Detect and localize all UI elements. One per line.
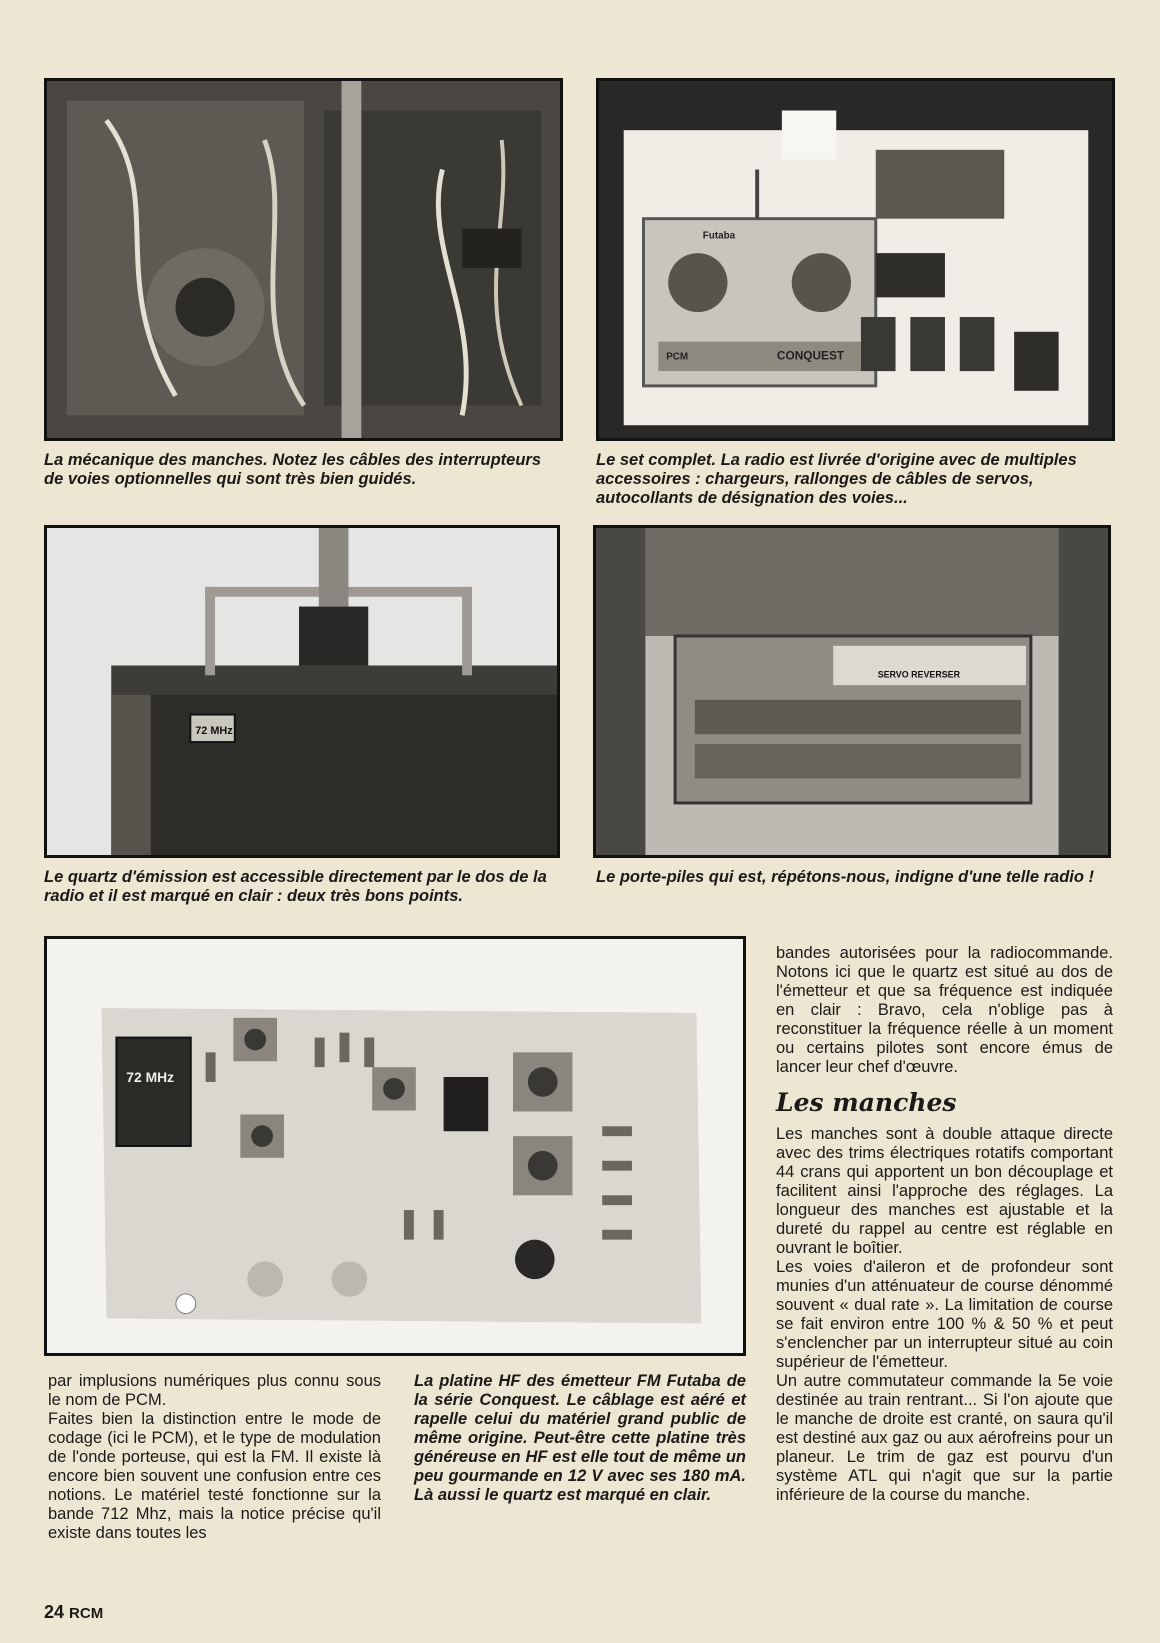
complete-set-photo [596,78,1115,441]
mode-label: PCM [666,351,689,363]
right-paragraph-4: Un autre commutateur commande la 5e voie destinée au train rentrant... Si l'on ajoute que le manche de droite est cranté, on saura qu'il est destiné aux gaz ou aux aérofreins pour un planeur. Le trim de gaz est pourvu d'un système ATL qui n'agit que sur la partie inférieure de la course du manche. [776,1372,1113,1504]
right-paragraph-3: Les voies d'aileron et de profondeur sont munies d'un atténuateur de course dénommé souvent « dual rate ». La limitation de course se fait environ entre 100 % & 50 % et peut s'enclencher par un interrupteur situé au coin supérieur de l'émetteur. [776,1258,1113,1371]
caption-crystal: Le quartz d'émission est accessible directement par le dos de la radio et il est marqué en clair : deux très bons points. [44,868,547,905]
wiring-photo-icon [47,81,560,438]
caption-sticks: La mécanique des manches. Notez les câbles des interrupteurs de voies optionnelles qui sont très bien guidés. [44,451,542,488]
right-paragraph-1: bandes autorisées pour la radiocommande. Notons ici que le quartz est situé au dos de l'émetteur et que sa fréquence est indiquée en clair : Bravo, cela n'oblige pas à reconstituer la fréquence réelle à un moment ou certains pilotes sont encore émus de lancer leur chef d'œuvre. [776,944,1113,1076]
servo-reverser-label: SERVO REVERSER [877,669,961,680]
page-number: 24 [44,1602,65,1622]
section-heading: Les manches [776,1088,957,1117]
board-frequency-label: 72 MHz [126,1068,175,1085]
caption-battery: Le porte-piles qui est, répétons-nous, indigne d'une telle radio ! [596,868,1095,886]
transmitter-back-photo-icon [47,528,557,855]
page-footer [44,1602,103,1623]
crystal-back-photo [44,525,560,858]
battery-holder-photo [593,525,1111,858]
left-paragraph-1: par implusions numériques plus connu sous le nom de PCM. [48,1372,381,1409]
crystal-frequency-label: 72 MHz [195,725,233,738]
circuit-board-photo-icon [47,939,743,1353]
left-paragraph-2: Faites bien la distinction entre le mode de codage (ici le PCM), et le type de modulation de l'onde porteuse, qui est la FM. Il existe là encore bien souvent une confusion entre ces notions. Le matériel testé fonctionne sur la bande 712 Mhz, mais la notice précise qu'il existe dans toutes les [48,1410,381,1542]
hf-board-photo [44,936,746,1356]
radio-set-photo-icon [599,81,1112,438]
sticks-mechanism-photo [44,78,563,441]
right-paragraph-2: Les manches sont à double attaque directe avec des trims électriques rotatifs comportant 44 crans qui apportent un bon découplage et facilitent ainsi l'approche des réglages. La longueur des manches est ajustable et la dureté du rappel au centre est réglable en ouvrant le boîtier. [776,1125,1113,1257]
battery-holder-photo-icon [596,528,1108,855]
caption-hf-board: La platine HF des émetteur FM Futaba de la série Conquest. Le câblage est aéré et rapelle celui du matériel grand public de même origine. Peut-être cette platine très généreuse en HF est elle tout de même un peu gourmande en 12 V avec ses 180 mA. Là aussi le quartz est marqué en clair. [414,1372,746,1504]
magazine-name: RCM [69,1605,104,1622]
caption-set: Le set complet. La radio est livrée d'origine avec de multiples accessoires : chargeurs, rallonges de câbles de servos, autocollants de désignation des voies... [596,451,1077,507]
brand-label: Futaba [702,230,736,242]
right-column-text-top [776,944,1113,1077]
right-column-text-bottom [776,1125,1113,1505]
left-column-text [48,1372,381,1543]
model-label: CONQUEST [776,348,845,363]
